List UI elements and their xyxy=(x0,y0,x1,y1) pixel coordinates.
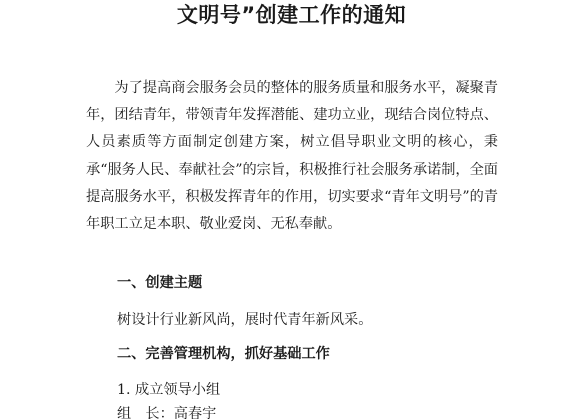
list-item-group-leader: 组 长：高春宇 xyxy=(117,406,217,419)
document-title: 文明号”创建工作的通知 xyxy=(176,3,407,27)
section-heading-management: 二、完善管理机构，抓好基础工作 xyxy=(117,346,330,362)
intro-paragraph: 为了提高商会服务会员的整体的服务质量和服务水平，凝聚青年，团结青年，带领青年发挥潜能、建功立业，现结合岗位特点、人员素质等方面制定创建方案，树立倡导职业文明的核心，秉承“服务人民、奉献社会”的宗旨，积极推行社会服务承诺制，全面提高服务水平，积极发挥青年的作用，切实要求“青年文明号”的青年职工立足本职、敬业爱岗、无私奉献。 xyxy=(86,80,498,233)
section-heading-theme: 一、创建主题 xyxy=(117,275,203,291)
list-item-leadership-group: 1. 成立领导小组 xyxy=(117,382,221,398)
section-theme-text: 树设计行业新风尚，展时代青年新风采。 xyxy=(117,312,373,328)
